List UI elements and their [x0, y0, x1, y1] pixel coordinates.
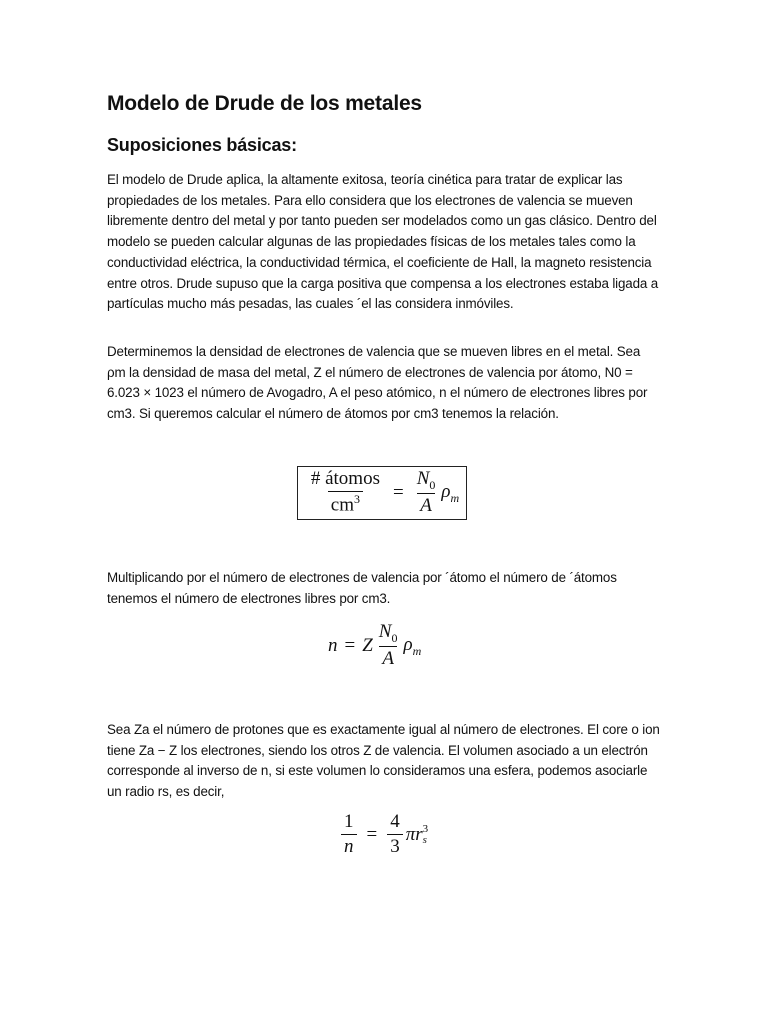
- eq3-lhs-denominator: n: [341, 834, 357, 858]
- eq1-cm-exponent: 3: [354, 492, 360, 507]
- eq1-lhs-denominator: [328, 491, 363, 516]
- eq1-n-sub: 0: [429, 477, 436, 492]
- eq2-rho: [403, 634, 421, 659]
- eq2-lhs: n: [328, 634, 338, 656]
- eq3-pi: π: [405, 823, 416, 845]
- eq2-numerator: [376, 622, 401, 646]
- equation-electron-density: [328, 622, 421, 670]
- page-title: Modelo de Drude de los metales: [107, 92, 422, 115]
- eq2-n-sub: 0: [391, 630, 398, 645]
- eq1-equals: =: [392, 482, 404, 503]
- paragraph-density: Determinemos la densidad de electrones de valencia que se mueven libres en el metal. Sea ρm la densidad de masa del metal, Z el número de electrones de valencia por átomo, N0 = 6.023 × 1023 el número de Avogadro, A el peso atómico, n el número de electrones libres por cm3. Si queremos calcular el número de átomos por cm3 tenemos la relación.: [107, 344, 648, 422]
- eq3-equals: =: [366, 823, 378, 845]
- eq1-rho: [441, 481, 459, 506]
- eq1-rhs-denominator: A: [417, 493, 435, 517]
- fraction-n0-over-a-2: [376, 622, 401, 670]
- paragraph-intro: El modelo de Drude aplica, la altamente exitosa, teoría cinética para tratar de explicar las propiedades de los metales. Para ello considera que los electrones de valencia se mueven libremente dentro del metal y por tanto pueden ser modelados como un gas clásico. Dentro del modelo se pueden calcular algunas de las propiedades físicas de los metales tales como la conductividad eléctrica, la conductividad térmica, el coeficiente de Hall, la magneto resistencia entre otros. Drude supuso que la carga positiva que compensa a los electrones estaba ligada a partículas mucho más pesadas, las cuales ´el las considera inmóviles.: [107, 172, 659, 312]
- eq3-r: r: [415, 823, 423, 845]
- eq1-cm: cm: [330, 494, 354, 516]
- eq2-z: Z: [362, 634, 373, 656]
- eq3-rhs-denominator: 3: [387, 834, 403, 858]
- eq2-equals: =: [344, 634, 356, 656]
- fraction-one-over-n: [341, 812, 357, 858]
- eq3-r-sub: s: [422, 834, 427, 847]
- eq2-n: N: [378, 621, 392, 642]
- eq3-r-exponent: 3: [422, 823, 429, 836]
- eq2-rho-symbol: ρ: [403, 633, 413, 655]
- equation-radius: [338, 812, 428, 858]
- eq3-radius-term: [415, 824, 428, 847]
- section-heading: Suposiciones básicas:: [107, 135, 297, 155]
- eq1-n: N: [416, 468, 430, 490]
- fraction-atoms-over-cm3: [308, 469, 383, 516]
- eq1-rho-symbol: ρ: [441, 480, 451, 502]
- equation-atoms-per-cm3: [297, 466, 467, 520]
- eq1-rho-sub: m: [450, 490, 460, 505]
- paragraph-multiply: Multiplicando por el número de electrones de valencia por ´átomo el número de ´átomos tenemos el número de electrones libres por cm3.: [107, 570, 617, 606]
- eq3-rhs-numerator: 4: [390, 811, 400, 832]
- paragraph-radius: Sea Za el número de protones que es exactamente igual al número de electrones. El core o ion tiene Za − Z los electrones, siendo los otros Z de valencia. El volumen asociado a un electrón corresponde al inverso de n, si este volumen lo consideramos una esfera, podemos asociarle un radio rs, es decir,: [107, 722, 660, 800]
- fraction-n0-over-a: [414, 469, 439, 517]
- eq1-lhs-numerator: # átomos: [310, 468, 380, 490]
- fraction-four-thirds: [387, 812, 403, 858]
- eq2-denominator: A: [379, 646, 397, 670]
- eq2-rho-sub: m: [412, 643, 422, 658]
- eq3-lhs-numerator: 1: [344, 811, 354, 832]
- eq1-rhs-numerator: [414, 469, 439, 493]
